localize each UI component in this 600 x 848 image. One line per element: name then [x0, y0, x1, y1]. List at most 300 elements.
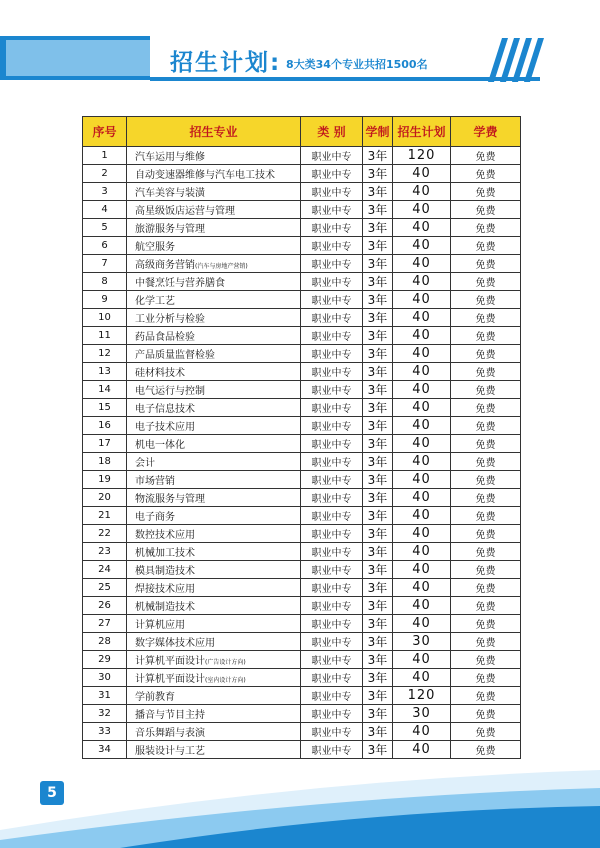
category-cell	[301, 417, 363, 435]
category-cell	[301, 309, 363, 327]
category-cell-text: 职业中专	[311, 368, 352, 379]
table-row	[83, 561, 521, 579]
duration-cell-text: 3年	[367, 401, 388, 415]
plan-cell-text: 40	[412, 562, 431, 577]
category-cell	[301, 273, 363, 291]
major-name-text: 化学工艺	[135, 296, 175, 307]
fee-cell-text: 免费	[475, 692, 496, 703]
category-cell-text: 职业中专	[311, 314, 352, 325]
plan-cell-text: 40	[412, 436, 431, 451]
table-body	[83, 147, 521, 759]
major-name-text: 数字媒体技术应用	[135, 638, 215, 649]
category-cell-text: 职业中专	[311, 278, 352, 289]
column-header: 序号	[83, 117, 127, 147]
fee-cell	[451, 255, 521, 273]
duration-cell-text: 3年	[367, 599, 388, 613]
major-name	[127, 597, 301, 615]
major-name-text: 高级商务营销	[135, 260, 195, 271]
enrollment-table	[82, 116, 521, 759]
plan-cell-text: 120	[407, 688, 436, 703]
fee-cell	[451, 219, 521, 237]
row-number	[83, 255, 127, 273]
page-title: 招生计划:	[170, 50, 282, 76]
major-name-text: 产品质量监督检验	[135, 350, 215, 361]
row-number-text: 2	[101, 168, 108, 179]
category-cell	[301, 291, 363, 309]
row-number-text: 17	[98, 438, 111, 449]
fee-cell-text: 免费	[475, 656, 496, 667]
row-number-text: 19	[98, 474, 111, 485]
duration-cell-text: 3年	[367, 455, 388, 469]
category-cell	[301, 345, 363, 363]
major-name-text: 药品食品检验	[135, 332, 195, 343]
table-row	[83, 291, 521, 309]
fee-cell	[451, 147, 521, 165]
row-number	[83, 399, 127, 417]
duration-cell-text: 3年	[367, 275, 388, 289]
table-row	[83, 579, 521, 597]
fee-cell-text: 免费	[475, 728, 496, 739]
row-number-text: 5	[101, 222, 108, 233]
category-cell-text: 职业中专	[311, 206, 352, 217]
table-row	[83, 399, 521, 417]
fee-cell-text: 免费	[475, 602, 496, 613]
row-number	[83, 723, 127, 741]
plan-cell	[393, 183, 451, 201]
duration-cell	[363, 615, 393, 633]
row-number-text: 1	[101, 150, 108, 161]
plan-cell-text: 40	[412, 166, 431, 181]
category-cell-text: 职业中专	[311, 296, 352, 307]
enrollment-table-wrapper	[82, 116, 521, 759]
row-number-text: 32	[98, 708, 111, 719]
row-number	[83, 597, 127, 615]
category-cell-text: 职业中专	[311, 674, 352, 685]
fee-cell	[451, 507, 521, 525]
duration-cell	[363, 507, 393, 525]
duration-cell	[363, 669, 393, 687]
duration-cell-text: 3年	[367, 671, 388, 685]
plan-cell	[393, 651, 451, 669]
row-number	[83, 669, 127, 687]
row-number	[83, 579, 127, 597]
category-cell-text: 职业中专	[311, 440, 352, 451]
fee-cell-text: 免费	[475, 314, 496, 325]
duration-cell-text: 3年	[367, 149, 388, 163]
table-row	[83, 273, 521, 291]
major-name-text: 自动变速器维修与汽车电工技术	[135, 170, 275, 181]
fee-cell-text: 免费	[475, 278, 496, 289]
category-cell-text: 职业中专	[311, 584, 352, 595]
plan-cell-text: 40	[412, 544, 431, 559]
plan-cell	[393, 219, 451, 237]
duration-cell-text: 3年	[367, 635, 388, 649]
table-row	[83, 453, 521, 471]
category-cell	[301, 615, 363, 633]
major-name-text: 电气运行与控制	[135, 386, 205, 397]
row-number	[83, 615, 127, 633]
header-light-block	[6, 40, 150, 76]
row-number-text: 34	[98, 744, 111, 755]
fee-cell-text: 免费	[475, 152, 496, 163]
duration-cell-text: 3年	[367, 347, 388, 361]
table-row	[83, 507, 521, 525]
page-subtitle: 8大类34个专业共招1500名	[286, 58, 428, 71]
title-underline	[150, 77, 540, 81]
row-number	[83, 381, 127, 399]
category-cell-text: 职业中专	[311, 152, 352, 163]
row-number	[83, 687, 127, 705]
plan-cell-text: 40	[412, 454, 431, 469]
category-cell	[301, 741, 363, 759]
major-name	[127, 525, 301, 543]
category-cell-text: 职业中专	[311, 476, 352, 487]
category-cell-text: 职业中专	[311, 728, 352, 739]
page-number: 5	[40, 781, 64, 805]
major-name-text: 电子商务	[135, 512, 175, 523]
table-row	[83, 327, 521, 345]
table-row	[83, 471, 521, 489]
duration-cell	[363, 381, 393, 399]
major-name-text: 电子技术应用	[135, 422, 195, 433]
fee-cell	[451, 525, 521, 543]
table-row	[83, 669, 521, 687]
fee-cell	[451, 543, 521, 561]
fee-cell	[451, 561, 521, 579]
row-number	[83, 489, 127, 507]
plan-cell-text: 40	[412, 508, 431, 523]
row-number-text: 16	[98, 420, 111, 431]
duration-cell-text: 3年	[367, 419, 388, 433]
plan-cell	[393, 417, 451, 435]
major-name-text: 计算机平面设计	[135, 656, 205, 667]
fee-cell	[451, 669, 521, 687]
row-number-text: 33	[98, 726, 111, 737]
plan-cell	[393, 435, 451, 453]
table-row	[83, 723, 521, 741]
major-name	[127, 489, 301, 507]
major-name	[127, 183, 301, 201]
duration-cell	[363, 345, 393, 363]
plan-cell-text: 40	[412, 256, 431, 271]
category-cell-text: 职业中专	[311, 332, 352, 343]
duration-cell	[363, 525, 393, 543]
major-name	[127, 561, 301, 579]
table-row	[83, 651, 521, 669]
duration-cell-text: 3年	[367, 311, 388, 325]
plan-cell	[393, 201, 451, 219]
fee-cell-text: 免费	[475, 512, 496, 523]
row-number	[83, 633, 127, 651]
duration-cell-text: 3年	[367, 617, 388, 631]
category-cell-text: 职业中专	[311, 350, 352, 361]
row-number-text: 27	[98, 618, 111, 629]
major-name	[127, 165, 301, 183]
fee-cell	[451, 381, 521, 399]
major-name-text: 学前教育	[135, 692, 175, 703]
table-row	[83, 705, 521, 723]
table-row	[83, 489, 521, 507]
table-row	[83, 687, 521, 705]
row-number-text: 22	[98, 528, 111, 539]
fee-cell	[451, 435, 521, 453]
major-name-text: 机械加工技术	[135, 548, 195, 559]
category-cell	[301, 651, 363, 669]
duration-cell-text: 3年	[367, 473, 388, 487]
major-name-text: 硅材料技术	[135, 368, 185, 379]
duration-cell	[363, 201, 393, 219]
major-name	[127, 687, 301, 705]
major-name	[127, 273, 301, 291]
table-row	[83, 633, 521, 651]
plan-cell-text: 40	[412, 274, 431, 289]
plan-cell-text: 30	[412, 634, 431, 649]
major-name-text: 音乐舞蹈与表演	[135, 728, 205, 739]
category-cell	[301, 597, 363, 615]
major-name	[127, 471, 301, 489]
major-name	[127, 363, 301, 381]
table-row	[83, 615, 521, 633]
duration-cell-text: 3年	[367, 239, 388, 253]
fee-cell-text: 免费	[475, 674, 496, 685]
row-number	[83, 291, 127, 309]
fee-cell	[451, 597, 521, 615]
category-cell	[301, 381, 363, 399]
duration-cell-text: 3年	[367, 707, 388, 721]
plan-cell	[393, 327, 451, 345]
fee-cell	[451, 705, 521, 723]
plan-cell-text: 120	[407, 148, 436, 163]
row-number-text: 13	[98, 366, 111, 377]
duration-cell	[363, 705, 393, 723]
plan-cell-text: 40	[412, 238, 431, 253]
fee-cell-text: 免费	[475, 746, 496, 757]
fee-cell	[451, 201, 521, 219]
major-name-text: 服装设计与工艺	[135, 746, 205, 757]
fee-cell	[451, 723, 521, 741]
plan-cell	[393, 273, 451, 291]
duration-cell	[363, 633, 393, 651]
duration-cell	[363, 147, 393, 165]
row-number	[83, 705, 127, 723]
table-row	[83, 525, 521, 543]
fee-cell-text: 免费	[475, 296, 496, 307]
duration-cell-text: 3年	[367, 383, 388, 397]
category-cell	[301, 507, 363, 525]
row-number	[83, 561, 127, 579]
major-name-text: 机电一体化	[135, 440, 185, 451]
row-number	[83, 435, 127, 453]
major-name	[127, 723, 301, 741]
category-cell-text: 职业中专	[311, 386, 352, 397]
row-number	[83, 165, 127, 183]
fee-cell-text: 免费	[475, 476, 496, 487]
category-cell-text: 职业中专	[311, 512, 352, 523]
duration-cell-text: 3年	[367, 437, 388, 451]
duration-cell	[363, 687, 393, 705]
category-cell-text: 职业中专	[311, 170, 352, 181]
duration-cell	[363, 273, 393, 291]
category-cell-text: 职业中专	[311, 242, 352, 253]
table-row	[83, 255, 521, 273]
duration-cell	[363, 363, 393, 381]
table-row	[83, 597, 521, 615]
fee-cell-text: 免费	[475, 566, 496, 577]
category-cell	[301, 363, 363, 381]
row-number	[83, 543, 127, 561]
major-name	[127, 345, 301, 363]
fee-cell-text: 免费	[475, 404, 496, 415]
duration-cell	[363, 489, 393, 507]
table-row	[83, 741, 521, 759]
duration-cell-text: 3年	[367, 743, 388, 757]
major-name-text: 汽车美容与装潢	[135, 188, 205, 199]
category-cell-text: 职业中专	[311, 422, 352, 433]
major-name	[127, 615, 301, 633]
duration-cell	[363, 219, 393, 237]
plan-cell-text: 40	[412, 220, 431, 235]
plan-cell	[393, 615, 451, 633]
duration-cell-text: 3年	[367, 509, 388, 523]
major-name	[127, 147, 301, 165]
plan-cell	[393, 165, 451, 183]
plan-cell	[393, 147, 451, 165]
major-name	[127, 507, 301, 525]
row-number-text: 12	[98, 348, 111, 359]
table-row	[83, 201, 521, 219]
major-name	[127, 327, 301, 345]
plan-cell-text: 40	[412, 292, 431, 307]
duration-cell-text: 3年	[367, 725, 388, 739]
fee-cell	[451, 165, 521, 183]
row-number	[83, 651, 127, 669]
major-name-text: 高星级饭店运营与管理	[135, 206, 235, 217]
plan-cell-text: 40	[412, 346, 431, 361]
plan-cell	[393, 345, 451, 363]
plan-cell-text: 40	[412, 724, 431, 739]
plan-cell	[393, 237, 451, 255]
category-cell	[301, 255, 363, 273]
major-name-text: 计算机应用	[135, 620, 185, 631]
row-number-text: 7	[101, 258, 108, 269]
plan-cell	[393, 471, 451, 489]
category-cell-text: 职业中专	[311, 638, 352, 649]
plan-cell	[393, 507, 451, 525]
row-number	[83, 201, 127, 219]
row-number	[83, 471, 127, 489]
fee-cell	[451, 291, 521, 309]
duration-cell	[363, 471, 393, 489]
category-cell-text: 职业中专	[311, 224, 352, 235]
plan-cell	[393, 633, 451, 651]
plan-cell-text: 40	[412, 382, 431, 397]
category-cell-text: 职业中专	[311, 530, 352, 541]
fee-cell	[451, 489, 521, 507]
fee-cell	[451, 471, 521, 489]
plan-cell	[393, 579, 451, 597]
plan-cell	[393, 381, 451, 399]
plan-cell-text: 40	[412, 418, 431, 433]
fee-cell-text: 免费	[475, 350, 496, 361]
duration-cell	[363, 237, 393, 255]
row-number-text: 21	[98, 510, 111, 521]
fee-cell-text: 免费	[475, 332, 496, 343]
major-name-text: 市场营销	[135, 476, 175, 487]
category-cell	[301, 723, 363, 741]
fee-cell	[451, 363, 521, 381]
major-name	[127, 543, 301, 561]
fee-cell-text: 免费	[475, 584, 496, 595]
column-header: 类 别	[301, 117, 363, 147]
plan-cell-text: 40	[412, 580, 431, 595]
plan-cell-text: 40	[412, 526, 431, 541]
row-number	[83, 183, 127, 201]
major-note: (广告设计方向)	[205, 659, 246, 666]
table-row	[83, 543, 521, 561]
category-cell	[301, 543, 363, 561]
plan-cell-text: 40	[412, 400, 431, 415]
major-name	[127, 453, 301, 471]
duration-cell-text: 3年	[367, 365, 388, 379]
row-number	[83, 525, 127, 543]
major-name-text: 焊接技术应用	[135, 584, 195, 595]
category-cell-text: 职业中专	[311, 458, 352, 469]
plan-cell-text: 40	[412, 652, 431, 667]
plan-cell	[393, 669, 451, 687]
duration-cell-text: 3年	[367, 653, 388, 667]
duration-cell-text: 3年	[367, 293, 388, 307]
row-number-text: 3	[101, 186, 108, 197]
major-name-text: 旅游服务与管理	[135, 224, 205, 235]
major-name-text: 会计	[135, 458, 155, 469]
major-name	[127, 399, 301, 417]
major-name	[127, 255, 301, 273]
row-number	[83, 507, 127, 525]
fee-cell-text: 免费	[475, 224, 496, 235]
row-number-text: 23	[98, 546, 111, 557]
duration-cell	[363, 741, 393, 759]
category-cell	[301, 165, 363, 183]
category-cell	[301, 183, 363, 201]
fee-cell-text: 免费	[475, 710, 496, 721]
table-row	[83, 435, 521, 453]
duration-cell-text: 3年	[367, 689, 388, 703]
fee-cell-text: 免费	[475, 548, 496, 559]
fee-cell-text: 免费	[475, 260, 496, 271]
row-number	[83, 327, 127, 345]
duration-cell-text: 3年	[367, 329, 388, 343]
table-row	[83, 345, 521, 363]
plan-cell	[393, 723, 451, 741]
category-cell	[301, 201, 363, 219]
footer-swoosh	[0, 770, 600, 848]
category-cell	[301, 687, 363, 705]
category-cell	[301, 579, 363, 597]
major-name-text: 工业分析与检验	[135, 314, 205, 325]
table-header-row	[83, 117, 521, 147]
row-number	[83, 219, 127, 237]
major-name	[127, 381, 301, 399]
fee-cell-text: 免费	[475, 170, 496, 181]
row-number	[83, 237, 127, 255]
fee-cell-text: 免费	[475, 638, 496, 649]
duration-cell	[363, 309, 393, 327]
fee-cell	[451, 309, 521, 327]
row-number-text: 14	[98, 384, 111, 395]
category-cell	[301, 669, 363, 687]
category-cell	[301, 435, 363, 453]
row-number-text: 18	[98, 456, 111, 467]
